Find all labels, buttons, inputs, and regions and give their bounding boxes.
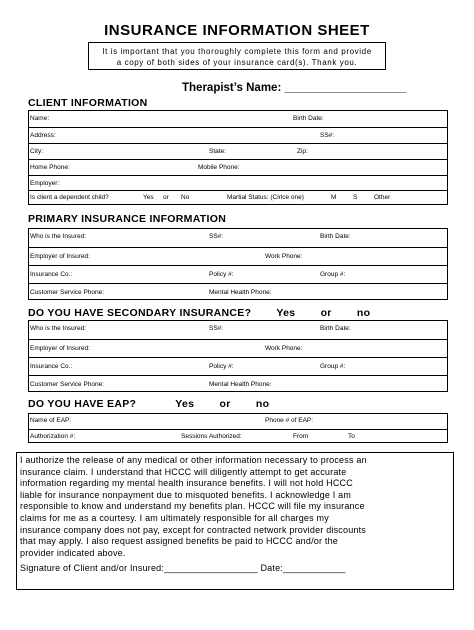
dependent-yes-option[interactable]: Yes — [143, 194, 154, 201]
authorization-line: claims for me as a courtesy. I am ultimately responsible for all charges my — [20, 512, 329, 523]
secondary-insurance-heading — [28, 307, 392, 319]
client-row — [29, 159, 447, 176]
sessions-authorized-field[interactable]: Sessions Authorized: — [181, 433, 242, 440]
primary-row — [29, 229, 447, 247]
employer-field[interactable]: Employer: — [30, 180, 60, 187]
primary-row — [29, 283, 447, 300]
secondary-no-option[interactable]: no — [356, 307, 371, 319]
primary-insurance-box — [28, 228, 448, 300]
eap-or-text: or — [219, 398, 231, 410]
mental-health-phone-field[interactable]: Mental Health Phone: — [209, 381, 272, 388]
work-phone-field[interactable]: Work Phone: — [265, 253, 303, 260]
eap-name-field[interactable]: Name of EAP: — [30, 417, 72, 424]
who-insured-field[interactable]: Who is the Insured: — [30, 233, 86, 240]
secondary-row — [29, 339, 447, 358]
ssn-field[interactable]: SS#: — [320, 132, 335, 139]
authorization-line: I authorize the release of any medical or other information necessary to process an — [20, 455, 367, 465]
from-date-field[interactable]: From — [293, 433, 309, 440]
client-info-heading: CLIENT INFORMATION — [28, 97, 148, 109]
secondary-row — [29, 321, 447, 339]
secondary-yes-option[interactable]: Yes — [276, 307, 296, 319]
state-field[interactable]: State: — [209, 148, 226, 155]
eap-question: DO YOU HAVE EAP? — [28, 398, 137, 410]
birth-date-field[interactable]: Birth Date: — [293, 115, 324, 122]
client-row — [29, 127, 447, 144]
secondary-question: DO YOU HAVE SECONDARY INSURANCE? — [28, 307, 252, 319]
authorization-line: provider indicated above. — [20, 547, 126, 558]
primary-row — [29, 247, 447, 266]
client-row — [29, 190, 447, 205]
eap-no-option[interactable]: no — [255, 398, 270, 410]
dependent-or-text: or — [163, 194, 169, 201]
instructions-notice — [88, 42, 386, 70]
marital-m-option[interactable]: M — [331, 194, 337, 201]
eap-box — [28, 413, 448, 443]
authorization-line: insurance company does not pay, except for contracted network provider discounts — [20, 524, 367, 535]
eap-heading — [28, 398, 291, 410]
authorization-line: liable for insurance nonpayment due to misquoted benefits. I acknowledge I am — [20, 489, 352, 500]
name-field[interactable]: Name: — [30, 115, 50, 122]
authorization-box — [16, 452, 454, 590]
primary-insurance-heading: PRIMARY INSURANCE INFORMATION — [28, 213, 227, 225]
client-row — [29, 143, 447, 160]
customer-service-phone-field[interactable]: Customer Service Phone: — [30, 381, 105, 388]
policy-field[interactable]: Policy #: — [209, 271, 234, 278]
form-title: INSURANCE INFORMATION SHEET — [104, 22, 370, 39]
client-row — [29, 175, 447, 191]
signature-date-line[interactable]: Signature of Client and/or Insured:__________________ Date:____________ — [20, 563, 346, 573]
client-info-box — [28, 110, 448, 205]
dependent-no-option[interactable]: No — [181, 194, 190, 201]
customer-service-phone-field[interactable]: Customer Service Phone: — [30, 289, 105, 296]
zip-field[interactable]: Zip: — [297, 148, 308, 155]
authorization-line: that may apply. I also request assigned benefits be paid to HCCC and/or the — [20, 536, 339, 547]
dependent-question: Is client a dependent child? — [30, 194, 109, 201]
policy-field[interactable]: Policy #: — [209, 363, 234, 370]
secondary-insurance-box — [28, 320, 448, 392]
ssn-field[interactable]: SS#: — [209, 325, 224, 332]
secondary-row — [29, 357, 447, 376]
ssn-field[interactable]: SS#: — [209, 233, 224, 240]
who-insured-field[interactable]: Who is the Insured: — [30, 325, 86, 332]
marital-status-label: Martial Status: (Cirlce one) — [227, 194, 304, 201]
primary-row — [29, 265, 447, 284]
notice-line: It is important that you thoroughly complete this form and provide — [102, 47, 372, 56]
employer-insured-field[interactable]: Employer of Insured: — [30, 253, 90, 260]
group-field[interactable]: Group #: — [320, 363, 346, 370]
insurance-co-field[interactable]: Insurance Co.: — [30, 271, 73, 278]
client-row — [29, 111, 447, 127]
birth-date-field[interactable]: Birth Date: — [320, 325, 351, 332]
mental-health-phone-field[interactable]: Mental Health Phone: — [209, 289, 272, 296]
home-phone-field[interactable]: Home Phone: — [30, 164, 70, 171]
secondary-or-text: or — [320, 307, 332, 319]
authorization-number-field[interactable]: Authorization #: — [30, 433, 76, 440]
birth-date-field[interactable]: Birth Date: — [320, 233, 351, 240]
authorization-line: insurance claim. I understand that HCCC will diligently attempt to get accurate — [20, 466, 347, 477]
authorization-line: responsible to know and understand my benefits plan. HCCC will file my insurance — [20, 501, 365, 512]
authorization-statement — [20, 455, 452, 559]
authorization-line: information regarding my mental health insurance benefits. I will not hold HCCC — [20, 478, 353, 489]
to-date-field[interactable]: To — [348, 433, 355, 440]
insurance-co-field[interactable]: Insurance Co.: — [30, 363, 73, 370]
marital-s-option[interactable]: S — [353, 194, 358, 201]
eap-phone-field[interactable]: Phone # of EAP: — [265, 417, 314, 424]
secondary-row — [29, 375, 447, 392]
address-field[interactable]: Address: — [30, 132, 56, 139]
city-field[interactable]: City: — [30, 148, 43, 155]
therapist-name-field[interactable]: Therapist’s Name: ___________________ — [182, 82, 406, 94]
marital-other-option[interactable]: Other — [374, 194, 391, 201]
eap-row — [29, 414, 447, 429]
work-phone-field[interactable]: Work Phone: — [265, 345, 303, 352]
group-field[interactable]: Group #: — [320, 271, 346, 278]
eap-yes-option[interactable]: Yes — [175, 398, 195, 410]
mobile-phone-field[interactable]: Mobile Phone: — [198, 164, 240, 171]
employer-insured-field[interactable]: Employer of Insured: — [30, 345, 90, 352]
eap-row — [29, 429, 447, 443]
notice-line: a copy of both sides of your insurance card(s). Thank you. — [116, 58, 358, 67]
